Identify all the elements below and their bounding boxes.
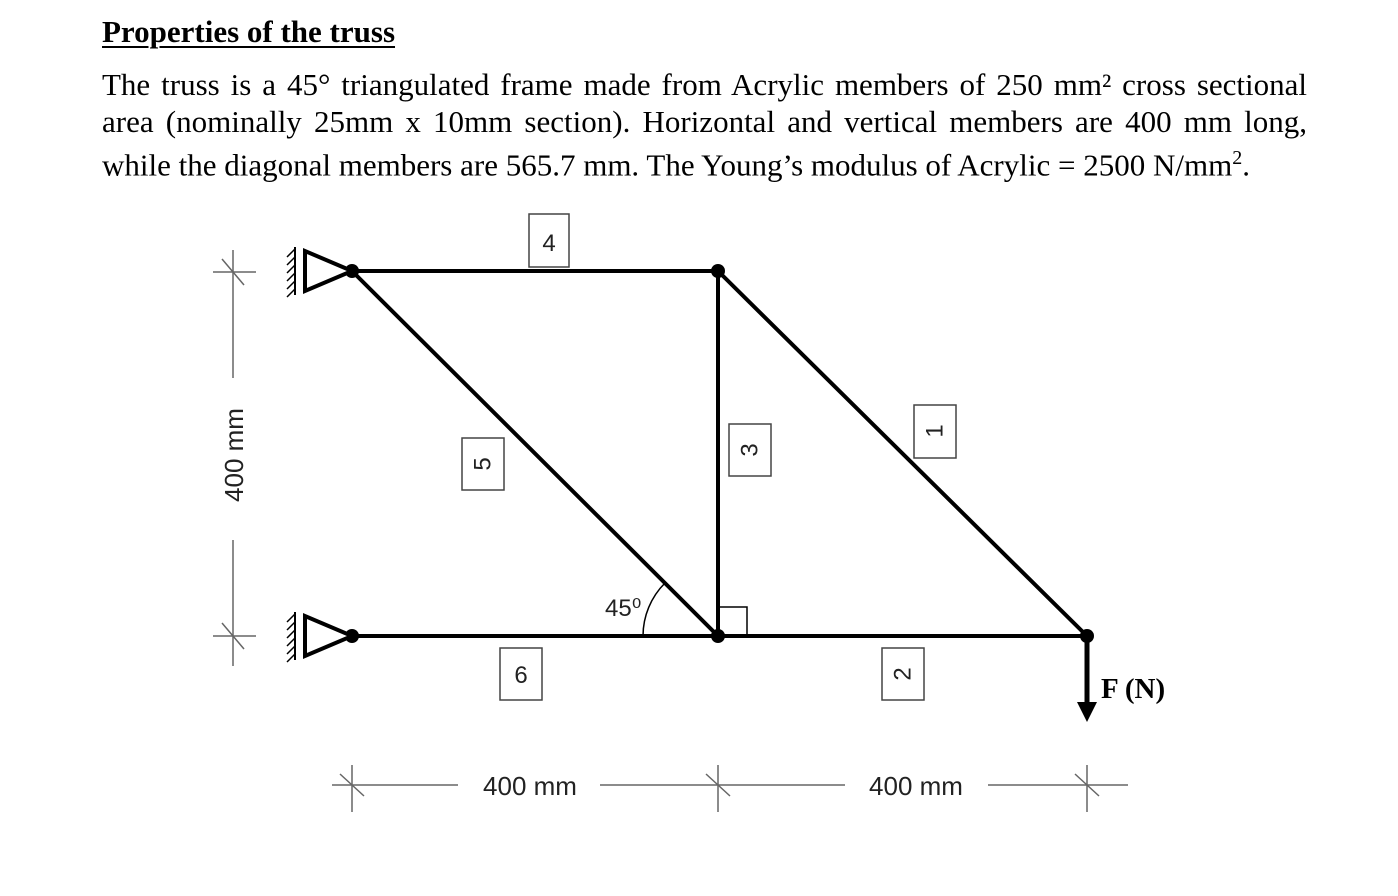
- angle-arc: [643, 583, 665, 636]
- description-line-3-end: .: [1242, 147, 1250, 183]
- description-line-3-text: while the diagonal members are 565.7 mm. The Young’s modulus of Acrylic = 2500 N/mm: [102, 147, 1233, 183]
- pin-support-bottom: [287, 612, 352, 662]
- horizontal-dimension-left-label: 400 mm: [483, 771, 577, 801]
- horizontal-dimension: [332, 765, 1128, 812]
- member-label-6: [500, 648, 542, 700]
- pin-support-top: [287, 247, 352, 297]
- member-1-line: [718, 271, 1087, 636]
- description-line-2: area (nominally 25mm x 10mm section). Horizontal and vertical members are 400 mm long,: [102, 104, 1307, 139]
- member-label-2: [882, 648, 924, 700]
- horizontal-dimension-right-label: 400 mm: [869, 771, 963, 801]
- joint-top-middle: [711, 264, 725, 278]
- member-5-line: [352, 271, 718, 636]
- svg-text:5: 5: [469, 457, 497, 471]
- load-arrow: [1077, 636, 1097, 722]
- joint-bottom-middle: [711, 629, 725, 643]
- vertical-dimension-label: 400 mm: [219, 408, 249, 502]
- member-label-5: [462, 438, 504, 490]
- member-label-1: [914, 405, 956, 458]
- page-title: Properties of the truss: [102, 14, 396, 49]
- angle-label: 45⁰: [605, 595, 642, 622]
- svg-text:3: 3: [736, 443, 764, 457]
- description-line-1: The truss is a 45° triangulated frame made from Acrylic members of 250 mm² cross sectional: [102, 67, 1307, 102]
- superscript-2: 2: [1232, 147, 1243, 169]
- svg-text:1: 1: [921, 424, 949, 438]
- member-label-3: [729, 424, 771, 476]
- svg-text:6: 6: [514, 662, 528, 689]
- svg-text:4: 4: [542, 230, 556, 257]
- member-label-4: [529, 214, 569, 267]
- load-label: F (N): [1101, 673, 1166, 705]
- svg-text:2: 2: [889, 667, 917, 681]
